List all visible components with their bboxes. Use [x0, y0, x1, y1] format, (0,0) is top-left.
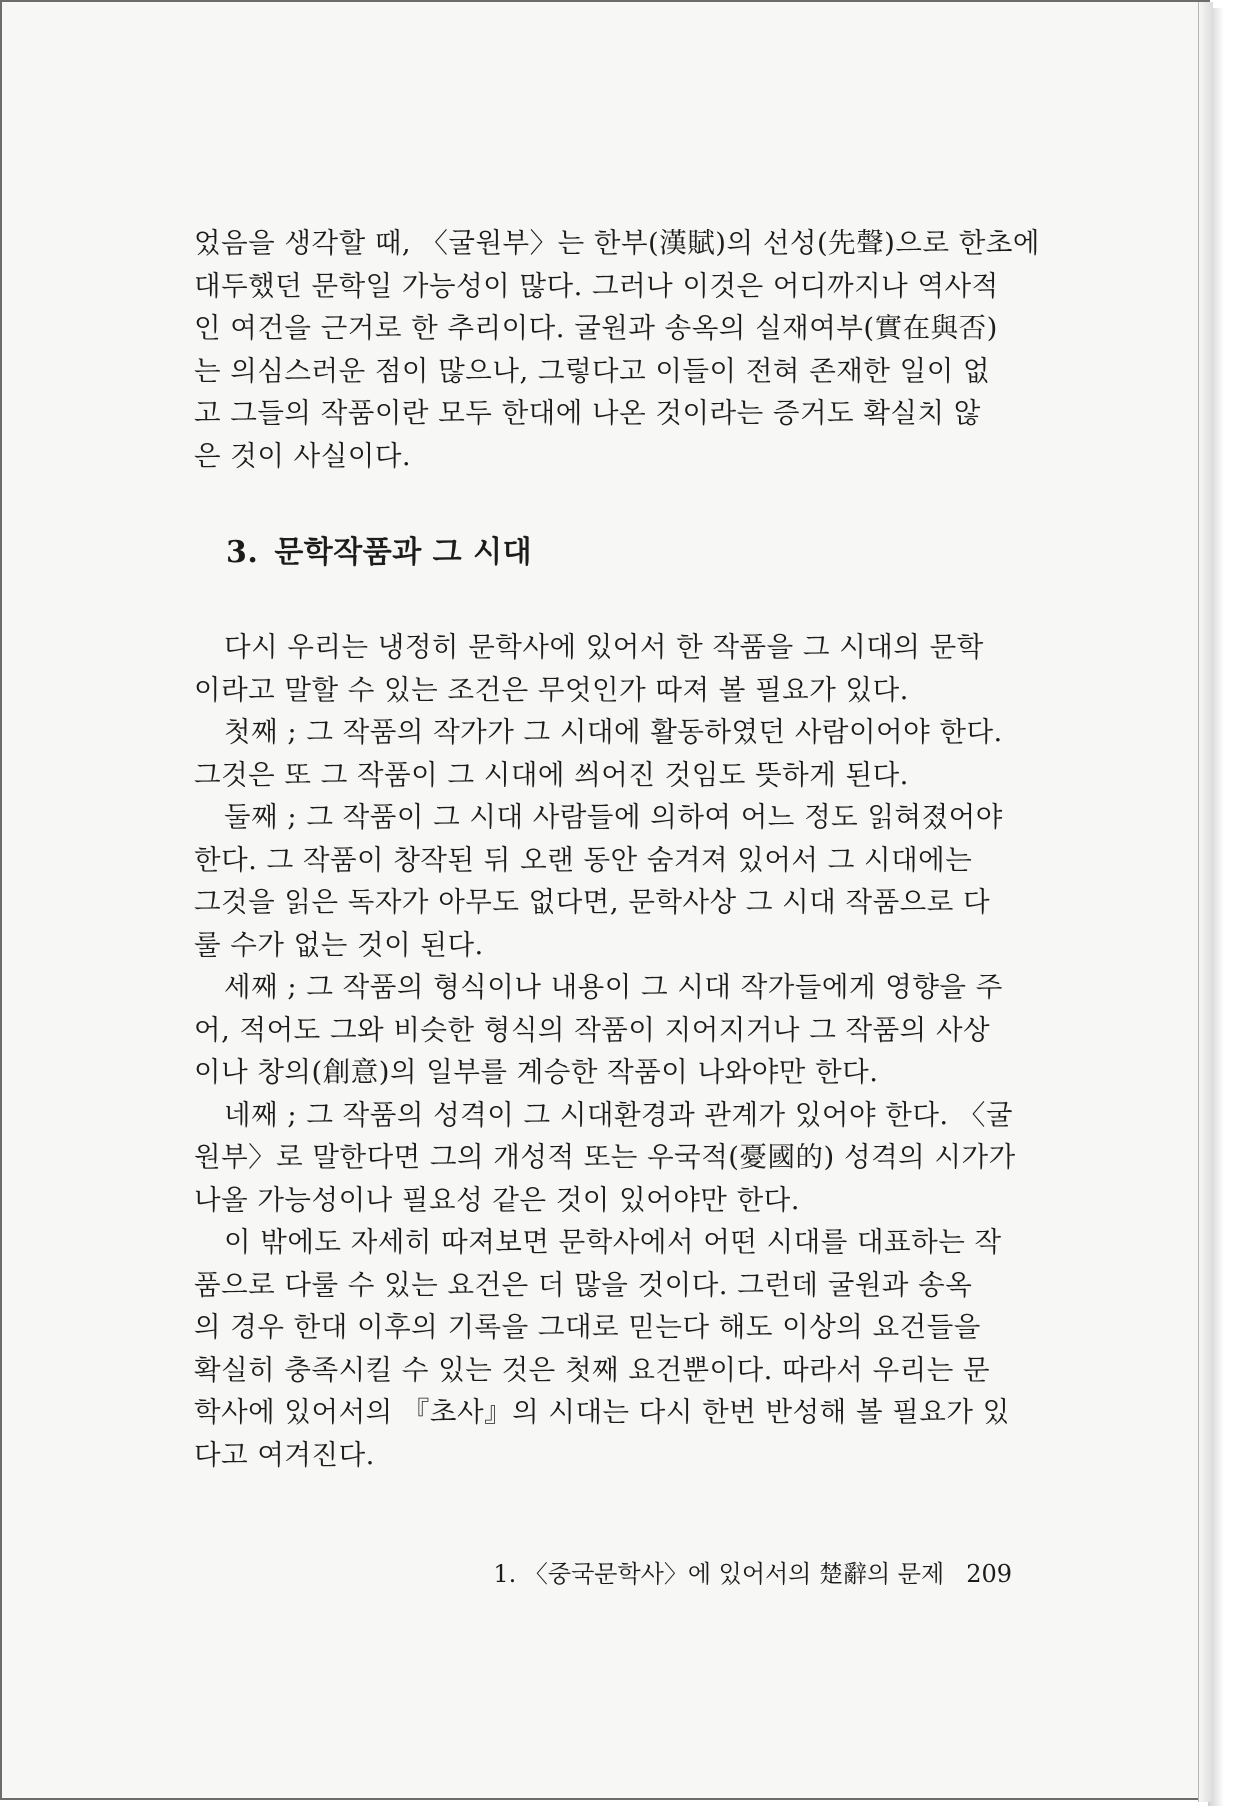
section-title: 문학작품과 그 시대	[274, 535, 533, 570]
page-footer	[492, 1557, 1012, 1591]
paragraph-condition-3	[194, 966, 1034, 1094]
text-line: 는 의심스러운 점이 많으나, 그렇다고 이들이 전혀 존재한 일이 없	[194, 354, 991, 387]
text-line: 이라고 말할 수 있는 조건은 무엇인가 따져 볼 필요가 있다.	[194, 673, 909, 706]
text-line: 네째 ; 그 작품의 성격이 그 시대환경과 관계가 있어야 한다. 〈굴	[224, 1098, 1013, 1131]
page-number: 209	[966, 1560, 1012, 1588]
paragraph-condition-2	[194, 796, 1034, 966]
text-line: 다시 우리는 냉정히 문학사에 있어서 한 작품을 그 시대의 문학	[224, 631, 984, 663]
text-line: 은 것이 사실이다.	[194, 439, 412, 472]
text-line: 세째 ; 그 작품의 형식이나 내용이 그 시대 작가들에게 영향을 주	[224, 971, 1003, 1003]
page-body	[194, 222, 1040, 1476]
paragraph-condition-4	[194, 1094, 1034, 1222]
text-line: 어, 적어도 그와 비슷한 형식의 작품이 지어지거나 그 작품의 사상	[194, 1013, 991, 1046]
text-line: 원부〉로 말한다면 그의 개성적 또는 우국적(憂國的) 성격의 시가가	[194, 1141, 1016, 1173]
text-line: 었음을 생각할 때, 〈굴원부〉는 한부(漢賦)의 선성(先聲)으로 한초에	[194, 227, 1040, 259]
text-line: 그것은 또 그 작품이 그 시대에 씌어진 것임도 뜻하게 된다.	[194, 758, 909, 791]
paragraph-condition-1	[194, 711, 1034, 796]
running-head: 1. 〈중국문학사〉에 있어서의 楚辭의 문제	[493, 1560, 945, 1588]
paragraph-intro	[194, 626, 1034, 711]
text-line: 둘째 ; 그 작품이 그 시대 사람들에 의하여 어느 정도 읽혀졌어야	[224, 801, 1003, 833]
text-line: 다고 여겨진다.	[194, 1438, 375, 1471]
text-line: 품으로 다룰 수 있는 요건은 더 많을 것이다. 그런데 굴원과 송옥	[194, 1268, 973, 1301]
page-edge	[1198, 2, 1213, 1802]
section-number: 3.	[226, 535, 259, 570]
text-line: 학사에 있어서의 『초사』의 시대는 다시 한번 반성해 볼 필요가 있	[194, 1396, 1010, 1428]
text-line: 이 밖에도 자세히 따져보면 문학사에서 어떤 시대를 대표하는 작	[224, 1226, 1002, 1258]
paragraph-top-1	[194, 222, 1040, 477]
text-line: 대두했던 문학일 가능성이 많다. 그러나 이것은 어디까지나 역사적	[194, 269, 999, 302]
text-line: 룰 수가 없는 것이 된다.	[194, 928, 484, 961]
text-line: 고 그들의 작품이란 모두 한대에 나온 것이라는 증거도 확실치 않	[194, 397, 981, 429]
text-line: 의 경우 한대 이후의 기록을 그대로 믿는다 해도 이상의 요건들을	[194, 1311, 981, 1343]
section-heading	[226, 532, 1034, 574]
text-line: 확실히 충족시킬 수 있는 것은 첫째 요건뿐이다. 따라서 우리는 문	[194, 1353, 991, 1386]
text-line: 한다. 그 작품이 창작된 뒤 오랜 동안 숨겨져 있어서 그 시대에는	[194, 843, 973, 876]
text-line: 이나 창의(創意)의 일부를 계승한 작품이 나와야만 한다.	[194, 1056, 879, 1088]
text-line: 인 여건을 근거로 한 추리이다. 굴원과 송옥의 실재여부(實在與否)	[194, 312, 998, 344]
text-line: 그것을 읽은 독자가 아무도 없다면, 문학사상 그 시대 작품으로 다	[194, 886, 991, 918]
text-line: 나올 가능성이나 필요성 같은 것이 있어야만 한다.	[194, 1183, 800, 1216]
text-line: 첫째 ; 그 작품의 작가가 그 시대에 활동하였던 사람이어야 한다.	[224, 716, 1003, 748]
paragraph-conclusion	[194, 1221, 1034, 1476]
